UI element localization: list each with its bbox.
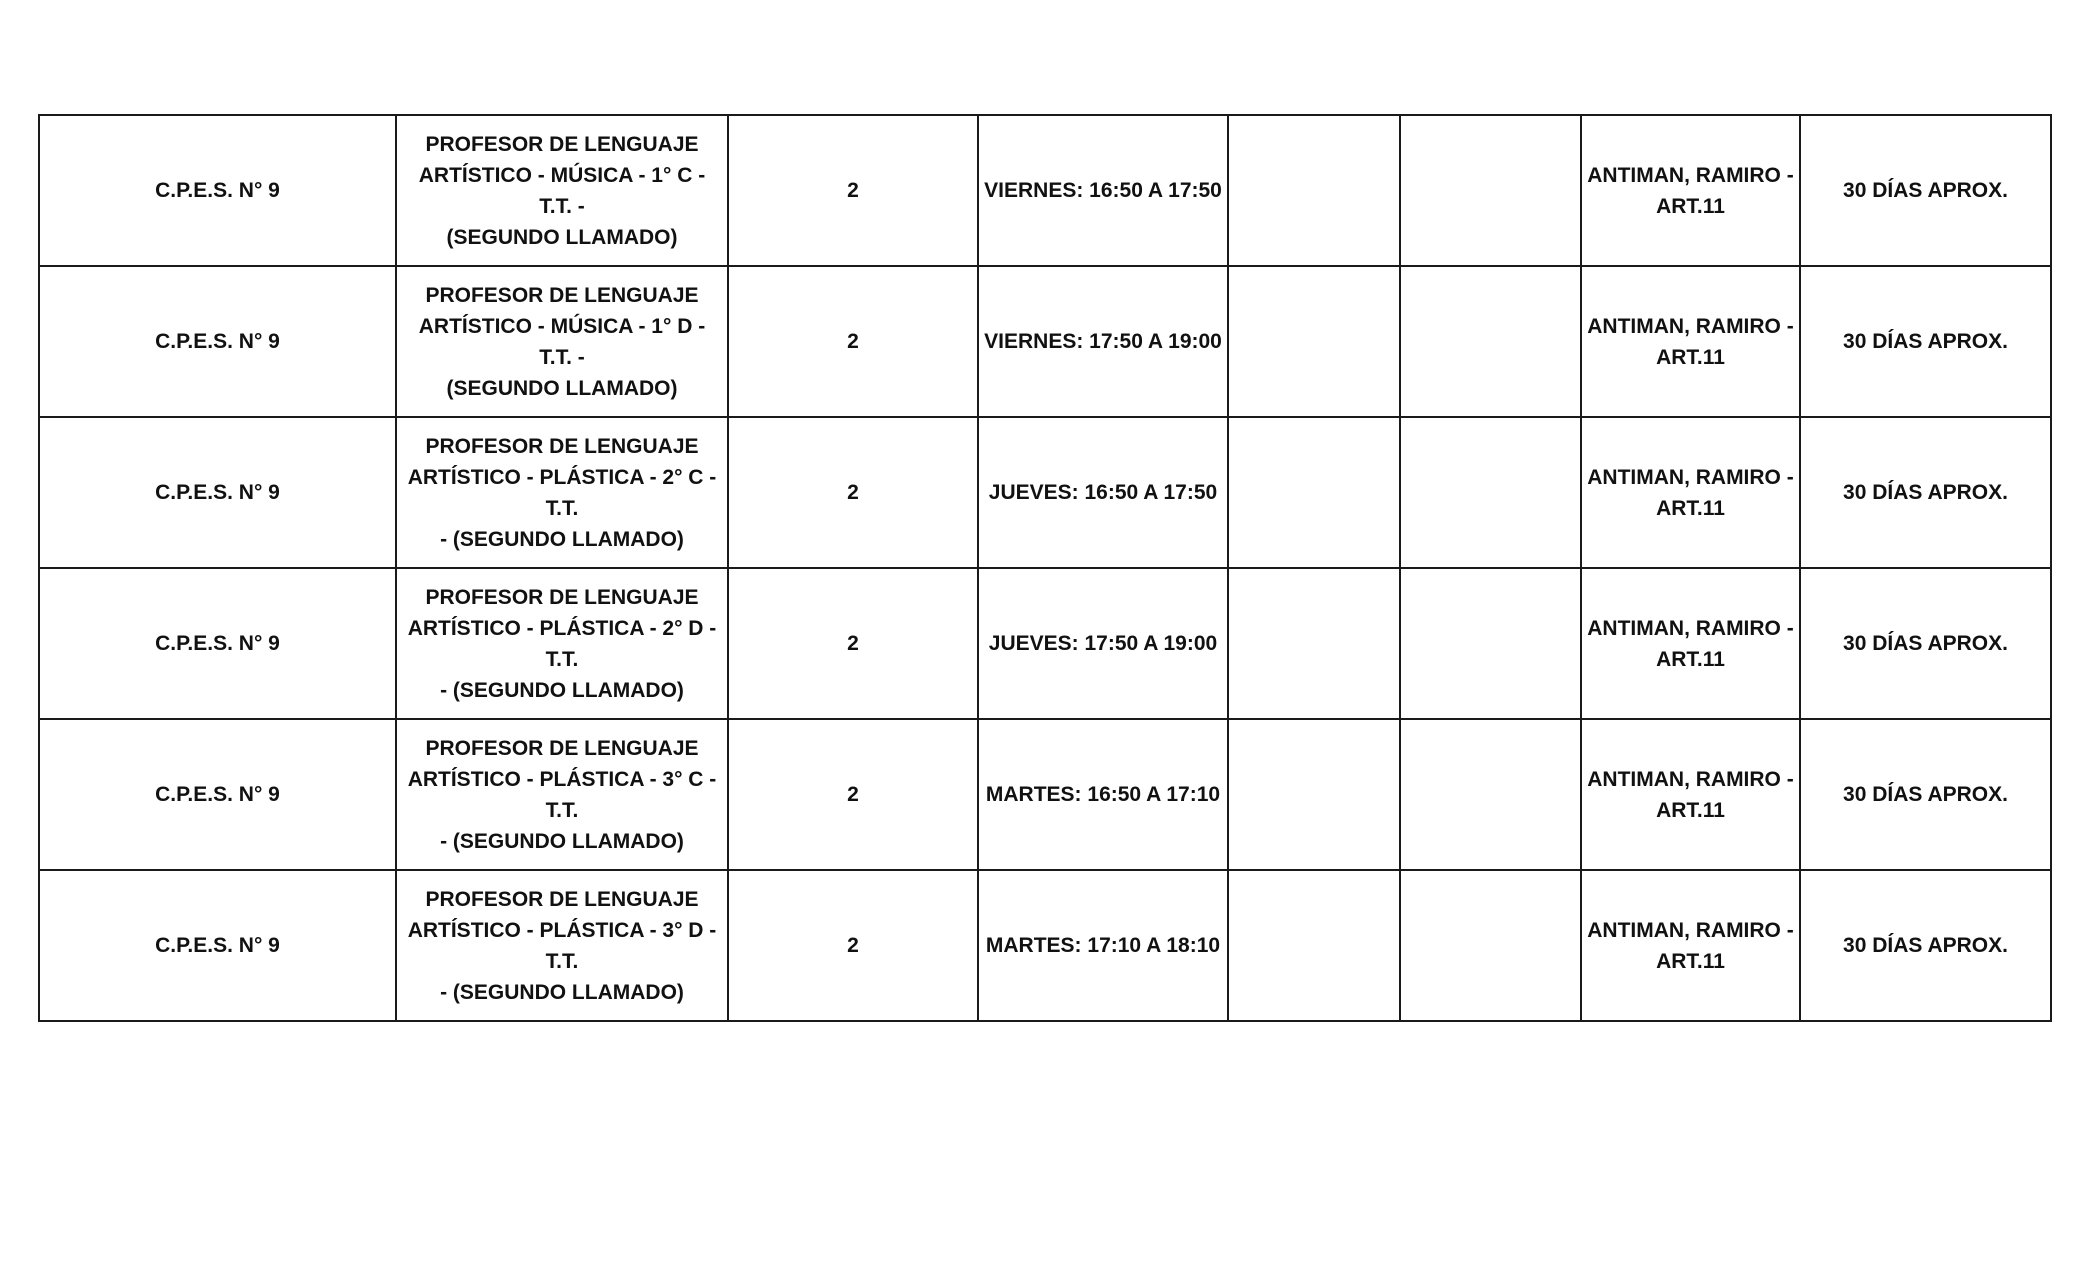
position-line: - (SEGUNDO LLAMADO)	[440, 678, 684, 702]
position-cell	[396, 115, 728, 266]
school-cell: C.P.E.S. N° 9	[39, 417, 396, 568]
holder-line: ART.11	[1656, 647, 1725, 671]
school-cell: C.P.E.S. N° 9	[39, 719, 396, 870]
hours-cell: 2	[728, 417, 978, 568]
holder-cell	[1581, 870, 1800, 1021]
holder-line: ART.11	[1656, 194, 1725, 218]
holder-cell	[1581, 417, 1800, 568]
duration-cell: 30 DÍAS APROX.	[1800, 719, 2051, 870]
schedule-cell: JUEVES: 17:50 A 19:00	[978, 568, 1228, 719]
holder-line: ANTIMAN, RAMIRO -	[1587, 918, 1794, 942]
schedule-cell: VIERNES: 16:50 A 17:50	[978, 115, 1228, 266]
holder-line: ART.11	[1656, 949, 1725, 973]
position-line: ARTÍSTICO - PLÁSTICA - 3° D - T.T.	[407, 918, 717, 973]
empty-cell	[1400, 568, 1581, 719]
position-cell	[396, 870, 728, 1021]
empty-cell	[1400, 115, 1581, 266]
hours-cell: 2	[728, 115, 978, 266]
schedule-cell: MARTES: 17:10 A 18:10	[978, 870, 1228, 1021]
position-line: ARTÍSTICO - PLÁSTICA - 2° D - T.T.	[407, 616, 717, 671]
position-cell	[396, 719, 728, 870]
position-line: (SEGUNDO LLAMADO)	[446, 225, 678, 249]
holder-line: ART.11	[1656, 798, 1725, 822]
holder-line: ART.11	[1656, 496, 1725, 520]
duration-cell: 30 DÍAS APROX.	[1800, 115, 2051, 266]
empty-cell	[1228, 568, 1400, 719]
hours-cell: 2	[728, 870, 978, 1021]
schedule-cell: VIERNES: 17:50 A 19:00	[978, 266, 1228, 417]
position-line: (SEGUNDO LLAMADO)	[446, 376, 678, 400]
holder-cell	[1581, 266, 1800, 417]
position-line: PROFESOR DE LENGUAJE	[425, 585, 699, 609]
schedule-cell: JUEVES: 16:50 A 17:50	[978, 417, 1228, 568]
duration-cell: 30 DÍAS APROX.	[1800, 870, 2051, 1021]
empty-cell	[1228, 417, 1400, 568]
holder-cell	[1581, 115, 1800, 266]
empty-cell	[1228, 266, 1400, 417]
school-cell: C.P.E.S. N° 9	[39, 568, 396, 719]
holder-line: ANTIMAN, RAMIRO -	[1587, 465, 1794, 489]
position-line: - (SEGUNDO LLAMADO)	[440, 829, 684, 853]
position-line: ARTÍSTICO - MÚSICA - 1° C - T.T. -	[418, 163, 706, 218]
table-row	[39, 719, 2051, 870]
position-line: PROFESOR DE LENGUAJE	[425, 434, 699, 458]
duration-cell: 30 DÍAS APROX.	[1800, 417, 2051, 568]
position-line: PROFESOR DE LENGUAJE	[425, 283, 699, 307]
position-line: PROFESOR DE LENGUAJE	[425, 132, 699, 156]
holder-line: ANTIMAN, RAMIRO -	[1587, 314, 1794, 338]
table-row	[39, 568, 2051, 719]
empty-cell	[1228, 115, 1400, 266]
empty-cell	[1400, 719, 1581, 870]
table-row	[39, 870, 2051, 1021]
empty-cell	[1228, 719, 1400, 870]
duration-cell: 30 DÍAS APROX.	[1800, 568, 2051, 719]
position-line: ARTÍSTICO - PLÁSTICA - 2° C - T.T.	[407, 465, 717, 520]
position-cell	[396, 417, 728, 568]
holder-line: ANTIMAN, RAMIRO -	[1587, 163, 1794, 187]
empty-cell	[1400, 417, 1581, 568]
hours-cell: 2	[728, 568, 978, 719]
position-line: - (SEGUNDO LLAMADO)	[440, 527, 684, 551]
holder-line: ART.11	[1656, 345, 1725, 369]
position-line: - (SEGUNDO LLAMADO)	[440, 980, 684, 1004]
vacancies-table	[38, 114, 2052, 1022]
duration-cell: 30 DÍAS APROX.	[1800, 266, 2051, 417]
table-row	[39, 266, 2051, 417]
empty-cell	[1400, 266, 1581, 417]
table-body	[39, 115, 2051, 1021]
position-line: PROFESOR DE LENGUAJE	[425, 736, 699, 760]
document-sheet	[38, 114, 2050, 1022]
schedule-cell: MARTES: 16:50 A 17:10	[978, 719, 1228, 870]
holder-line: ANTIMAN, RAMIRO -	[1587, 616, 1794, 640]
hours-cell: 2	[728, 719, 978, 870]
empty-cell	[1228, 870, 1400, 1021]
hours-cell: 2	[728, 266, 978, 417]
school-cell: C.P.E.S. N° 9	[39, 870, 396, 1021]
holder-cell	[1581, 719, 1800, 870]
position-cell	[396, 568, 728, 719]
position-cell	[396, 266, 728, 417]
table-row	[39, 417, 2051, 568]
position-line: ARTÍSTICO - MÚSICA - 1° D - T.T. -	[418, 314, 706, 369]
position-line: PROFESOR DE LENGUAJE	[425, 887, 699, 911]
school-cell: C.P.E.S. N° 9	[39, 266, 396, 417]
holder-line: ANTIMAN, RAMIRO -	[1587, 767, 1794, 791]
school-cell: C.P.E.S. N° 9	[39, 115, 396, 266]
table-row	[39, 115, 2051, 266]
empty-cell	[1400, 870, 1581, 1021]
position-line: ARTÍSTICO - PLÁSTICA - 3° C - T.T.	[407, 767, 717, 822]
holder-cell	[1581, 568, 1800, 719]
